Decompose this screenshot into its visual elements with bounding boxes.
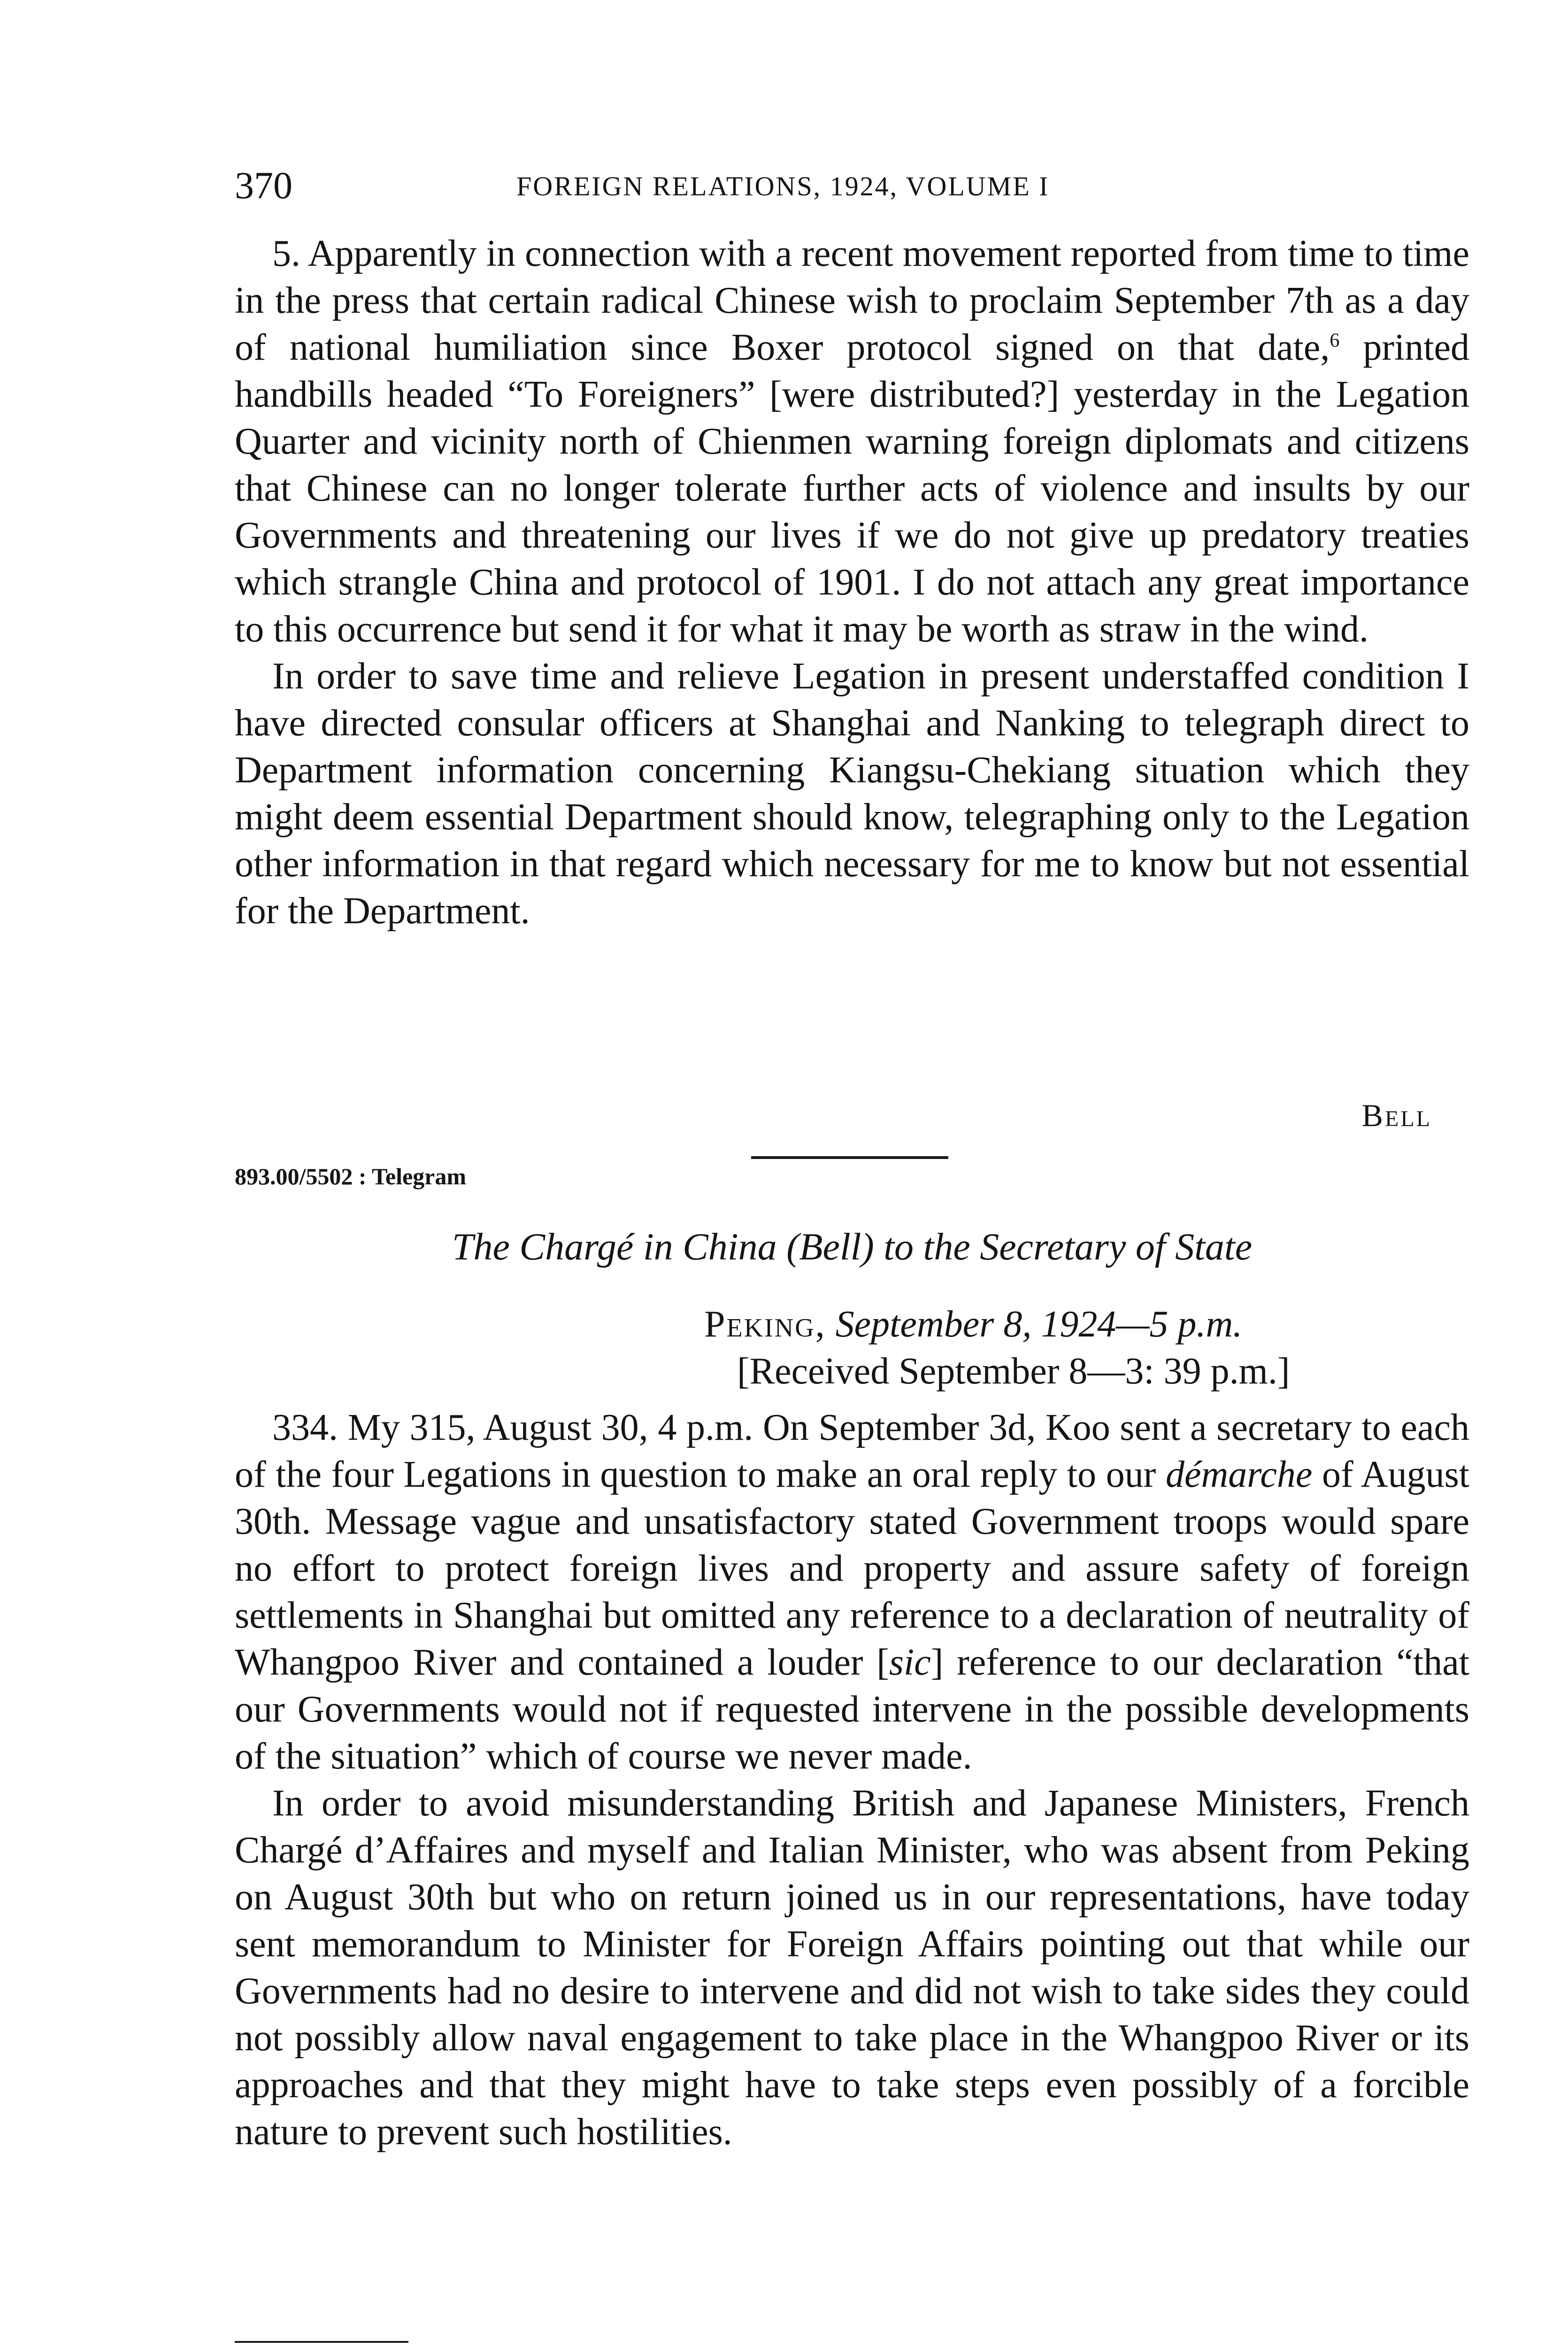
paragraph-humiliation-day: 5. Apparently in connection with a recent movement reported from time to time in the press that certain radical Chinese wish to proclaim September 7th as a day of national humiliation since Boxer protocol signed on that date,$^6$ printed handbills headed “To Foreigners” [were distributed?] yesterday in the Legation Quarter and vicinity north of Chienmen warning foreign diplomats and citizens that Chinese can no longer tolerate further acts of violence and insults by our Governments and threatening our lives if we do not give up predatory treaties which strangle China and protocol of 1901. I do not attach any great importance to this occurrence but send it for what it may be worth as straw in the wind. <box>235 233 1469 650</box>
document-title: The Chargé in China (Bell) to the Secretary of State <box>452 1225 1253 1268</box>
file-reference: 893.00/5502 : Telegram <box>235 1163 467 1189</box>
dateline-place: Peking, <box>704 1304 826 1345</box>
received-line: [Received September 8—3: 39 p.m.] <box>737 1351 1290 1392</box>
telegram-body <box>235 1404 1469 2155</box>
running-head: FOREIGN RELATIONS, 1924, VOLUME I <box>516 171 1050 201</box>
page-header <box>235 162 1465 214</box>
paragraph-consular-officers: In order to save time and relieve Legation in present understaffed condition I have directed consular officers at Shanghai and Nanking to telegraph direct to Department information concerning Kiangsu-Chekiang situation which they might deem essential Department should know, telegraphing only to the Legation other information in that regard which necessary for me to know but not essential for the Department. <box>235 656 1469 932</box>
footnote-rule <box>235 2341 408 2343</box>
dateline-date: September 8, 1924—5 p.m. <box>826 1304 1243 1345</box>
dateline <box>704 1301 1242 1348</box>
section-divider-rule <box>751 1156 948 1159</box>
footnote-reference-mark: 6 <box>1330 330 1340 352</box>
section-one-body <box>235 230 1469 935</box>
signature-bell: Bell <box>1361 1097 1432 1133</box>
paragraph-koo-reply: 334. My 315, August 30, 4 p.m. On September 3d, Koo sent a secretary to each of the four Legations in question to make an oral reply to our démarche of August 30th. Message vague and unsatisfactory stated Government troops would spare no effort to protect foreign lives and property and assure safety of foreign settlements in Shanghai but omitted any reference to a declaration of neutrality of Whangpoo River and contained a louder [sic] reference to our declaration “that our Governments would not if requested intervene in the possible developments of the situation” which of course we never made. <box>235 1407 1469 1777</box>
paragraph-memorandum: In order to avoid misunderstanding British and Japanese Ministers, French Chargé d’Affaires and myself and Italian Minister, who was absent from Peking on August 30th but who on return joined us in our representations, have today sent memorandum to Minister for Foreign Affairs pointing out that while our Governments had no desire to intervene and did not wish to take sides they could not possibly allow naval engagement to take place in the Whangpoo River or its approaches and that they might have to take steps even possibly of a forcible nature to prevent such hostilities. <box>235 1783 1469 2153</box>
page-number: 370 <box>235 164 292 207</box>
